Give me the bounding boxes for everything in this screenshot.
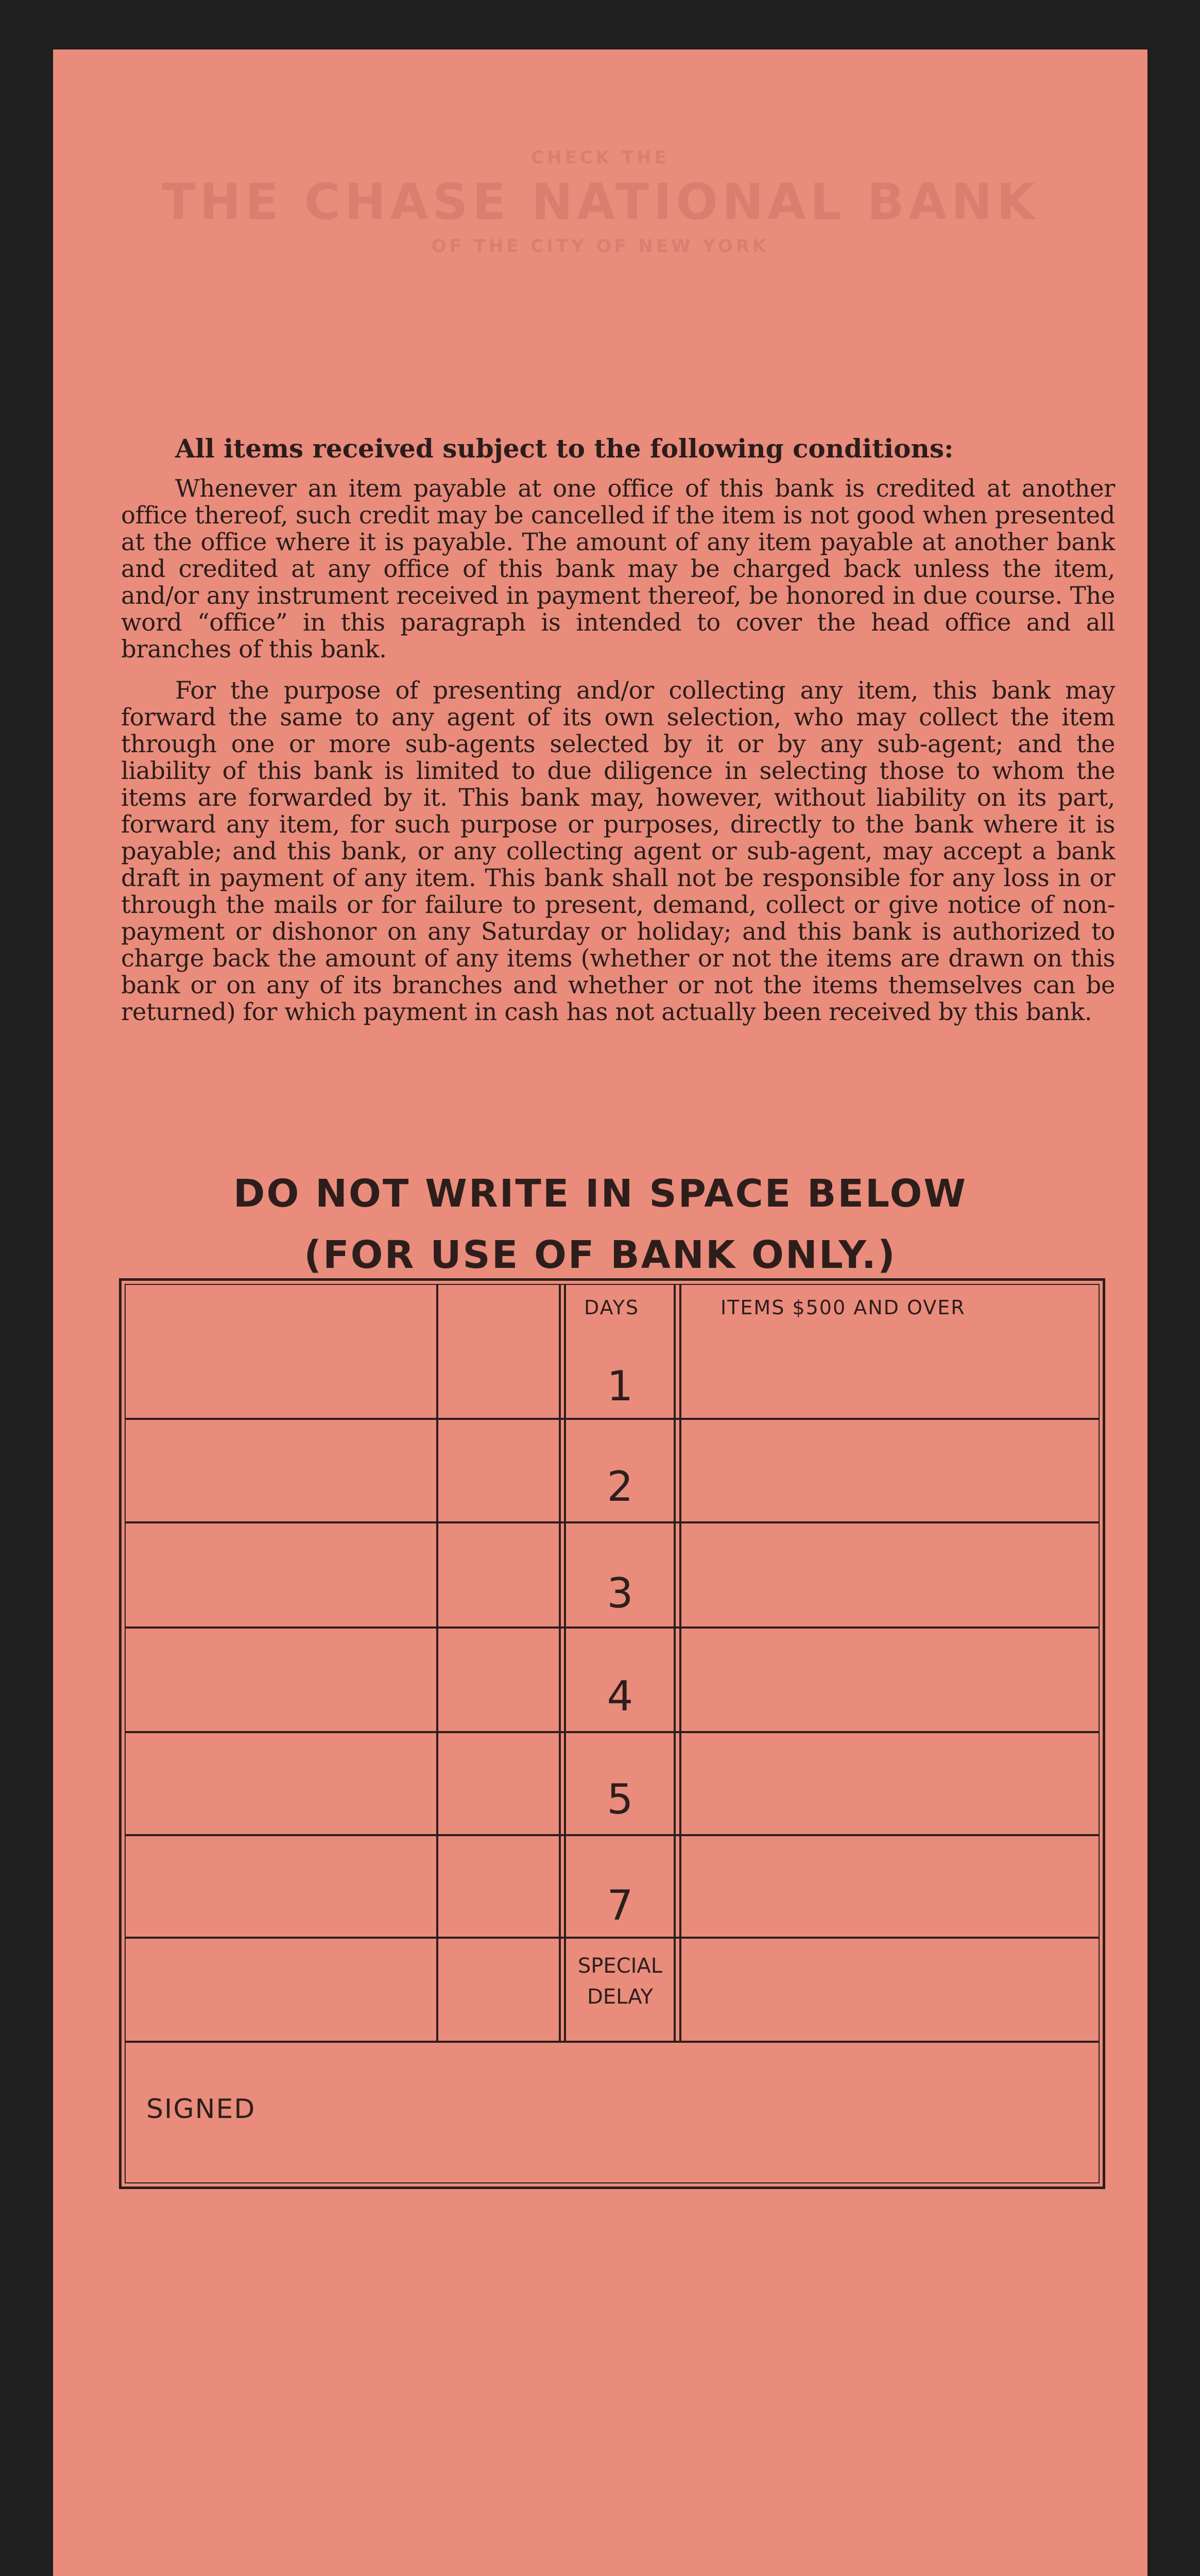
day-5-label: 5	[607, 1775, 633, 1823]
terms-and-conditions	[121, 433, 1115, 1040]
special-label-line1: SPECIAL	[577, 1954, 663, 1978]
ledger-inner-border	[125, 1284, 1100, 2183]
row-divider-2	[126, 1521, 1099, 1523]
row-divider-3	[126, 1626, 1099, 1629]
items-column-header: ITEMS $500 AND OVER	[721, 1296, 966, 1319]
terms-paragraph-2: For the purpose of presenting and/or collecting any item, this bank may forward the same to any agent of its own selection, who may collect the item through one or more sub-agents selected by it or by any sub-agent; and the liability of this bank is limited to due diligence in selecting those to whom the items are forwarded by it. This bank may, however, without liability on its part, forward any item, for such purpose or purposes, directly to the bank where it is payable; and this bank, or any collecting agent or sub-agent, may accept a bank draft in payment of any item. This bank shall not be responsible for any loss in or through the mails or for failure to present, demand, collect or give notice of non-payment or dishonor on any Saturday or holiday; and this bank is authorized to charge back the amount of any items (whether or not the items are drawn on this bank or on any of its branches and whether or not the items themselves can be returned) for which payment in cash has not actually been received by this bank.	[121, 676, 1115, 1026]
bank-use-heading: DO NOT WRITE IN SPACE BELOW	[233, 1172, 967, 1216]
bleed-through-header	[53, 142, 1147, 262]
terms-title: All items received subject to the following conditions:	[175, 433, 954, 464]
terms-paragraph-1: Whenever an item payable at one office of this bank is credited at another office thereof, such credit may be cancelled if the item is not good when presented at the office where it is payable. The amount of any item payable at another bank and credited at any office of this bank may be charged back unless the item, and/or any instrument received in payment thereof, be honored in due course. The word “office” in this paragraph is intended to cover the head office and all branches of this bank.	[121, 474, 1115, 663]
day-1-label: 1	[607, 1362, 633, 1410]
column-divider-1	[436, 1285, 438, 2041]
ghost-line-2: THE CHASE NATIONAL BANK	[161, 173, 1039, 231]
row-divider-6	[126, 1937, 1099, 1939]
day-2-label: 2	[607, 1463, 633, 1511]
row-divider-7	[126, 2041, 1099, 2043]
special-label-line2: DELAY	[587, 1985, 653, 2009]
day-4-label: 4	[607, 1672, 633, 1720]
row-divider-4	[126, 1731, 1099, 1733]
signed-label: SIGNED	[146, 2094, 256, 2125]
special-delay-label	[563, 1951, 677, 2012]
days-column-header: DAYS	[584, 1296, 639, 1319]
row-divider-1	[126, 1418, 1099, 1420]
day-3-label: 3	[607, 1569, 633, 1617]
day-7-label: 7	[607, 1882, 633, 1929]
ghost-line-3: OF THE CITY OF NEW YORK	[431, 236, 769, 257]
bank-use-ledger-table	[119, 1278, 1105, 2189]
column-divider-3b	[679, 1285, 681, 2041]
bank-use-subheading: (FOR USE OF BANK ONLY.)	[304, 1233, 897, 1277]
ghost-line-1: CHECK THE	[531, 147, 670, 168]
deposit-slip-back	[53, 49, 1147, 2576]
row-divider-5	[126, 1834, 1099, 1836]
